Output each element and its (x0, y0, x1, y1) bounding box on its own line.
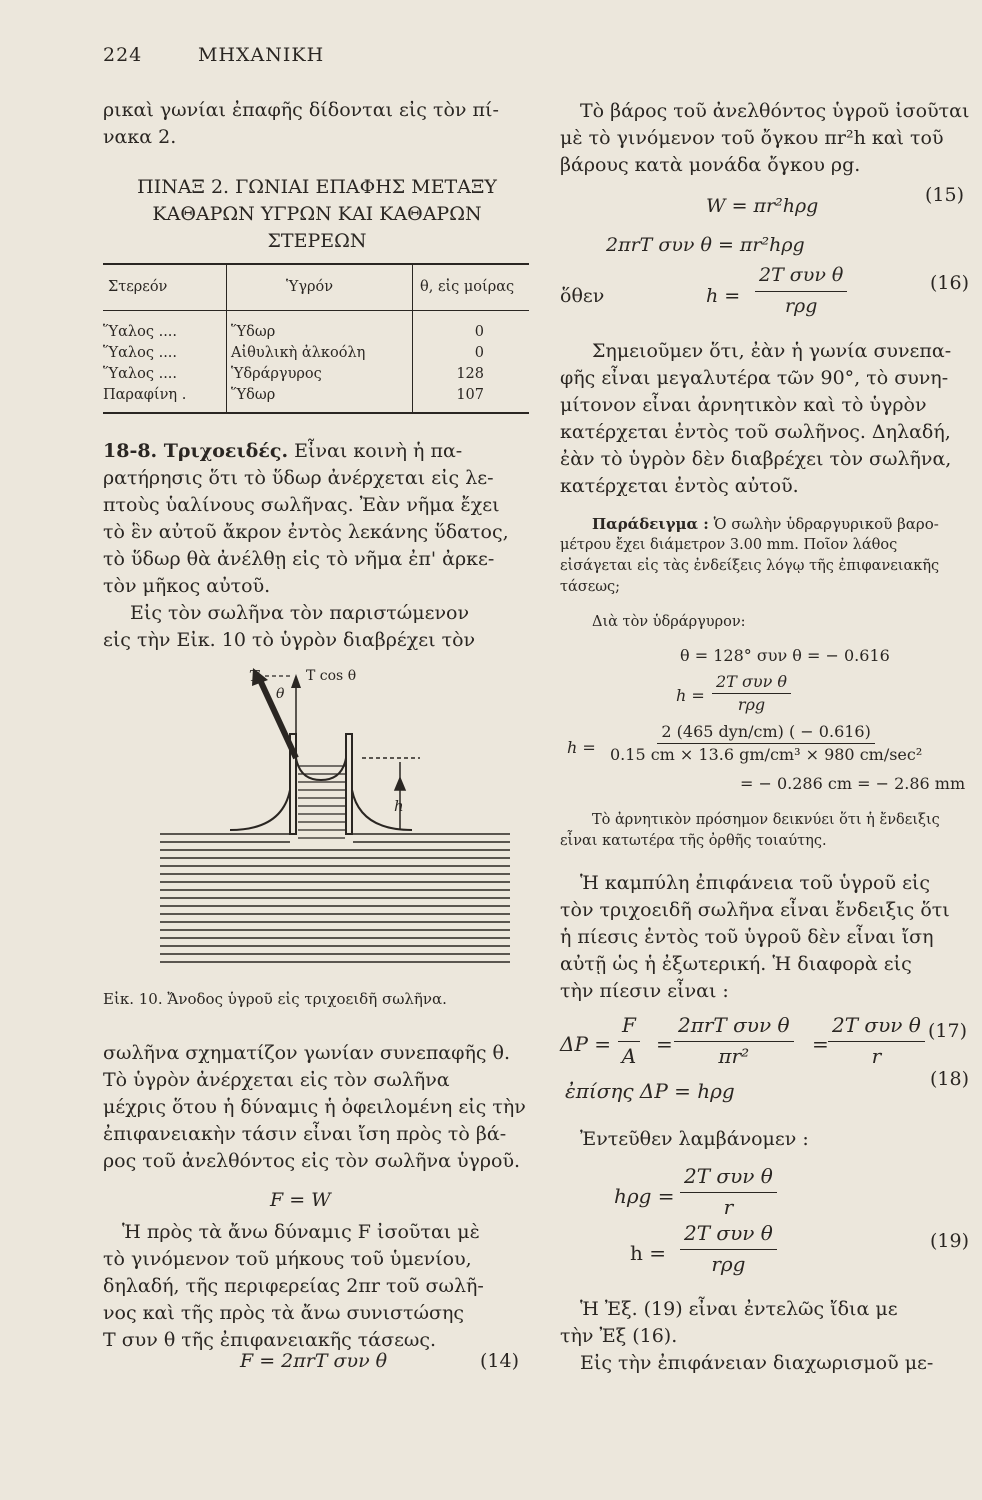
table-cell: 128 (456, 366, 484, 382)
table-cell: 0 (474, 324, 484, 340)
eq17-f2-numerator: 2πrT συν θ (674, 1012, 794, 1042)
table-cell: 0 (474, 345, 484, 361)
eq19-denominator: rρg (711, 1252, 746, 1276)
page-number: 224 (103, 44, 143, 66)
meniscus (296, 758, 346, 780)
odhen-label: ὅθεν (560, 285, 605, 307)
right-intro-line-2: μὲ τὸ γινόμενον τοῦ ὄγκου πr²h καὶ τοῦ (560, 127, 944, 149)
eq17-lhs: ΔP = (560, 1032, 612, 1056)
table-header-liquid: Ὑγρόν (286, 279, 334, 295)
note-line-5: ἐὰν τὸ ὑγρὸν δὲν διαβρέχει τὸν σωλῆνα, (560, 448, 952, 470)
table-header-solid: Στερεόν (108, 279, 168, 295)
right-intro-line-3: βάρους κατὰ μονάδα ὄγκου ρg. (560, 154, 861, 176)
eq17-f1-denominator: A (621, 1044, 637, 1068)
section-line-3: πτοὺς ὑαλίνους σωλῆνας. Ἐὰν νῆμα ἔχει (103, 494, 500, 516)
example-eq-4: = − 0.286 cm = − 2.86 mm (740, 774, 966, 793)
eq17-f1-numerator: F (618, 1012, 640, 1042)
eq17-f2-denominator: πr² (718, 1044, 750, 1068)
table-title-line-2: ΚΑΘΑΡΩΝ ΥΓΡΩΝ ΚΑΙ ΚΑΘΑΡΩΝ (152, 203, 482, 225)
final-line-3: Εἰς τὴν ἐπιφάνειαν διαχωρισμοῦ με- (580, 1352, 934, 1374)
note-line-2: φῆς εἶναι μεγαλυτέρα τῶν 90°, τὸ συνη- (560, 367, 949, 389)
section-line-6: τὸν μῆκος αὐτοῦ. (103, 575, 271, 597)
tube-liquid (298, 766, 345, 838)
example-label: Παράδειγμα : (592, 515, 709, 533)
section-line-1: Εἶναι κοινὴ ἡ πα- (294, 440, 463, 462)
eq17-f3-numerator: 2T συν θ (828, 1012, 925, 1042)
eq17-fraction-1 (618, 1012, 640, 1070)
table-cell: Ὕδωρ (231, 387, 276, 403)
para-line-5: T συν θ τῆς ἐπιφανειακῆς τάσεως. (103, 1329, 437, 1351)
final-line-2: τὴν Ἐξ (16). (560, 1325, 678, 1347)
para-line-4: νος καὶ τῆς πρὸς τὰ ἄνω συνιστώσης (103, 1302, 464, 1324)
eq16-numerator: 2T συν θ (755, 262, 847, 292)
table-cell: Ὕαλος .... (103, 345, 178, 361)
equation-14: F = 2πrT συν θ (240, 1350, 388, 1372)
section-line-5: τὸ ὕδωρ θὰ ἀνέλθῃ εἰς τὸ νῆμα ἐπ' ἀρκε- (103, 548, 495, 570)
equation-17-number: (17) (928, 1020, 968, 1042)
section-line-7: Εἰς τὸν σωλῆνα τὸν παριστώμενον (130, 602, 470, 624)
curve-line-5: τὴν πίεσιν εἶναι : (560, 980, 729, 1002)
equation-15-number: (15) (925, 184, 965, 206)
figure-caption: Εἰκ. 10. Ἄνοδος ὑγροῦ εἰς τριχοειδῆ σωλῆνα. (103, 990, 447, 1008)
running-title: ΜΗΧΑΝΙΚΗ (198, 44, 325, 66)
after-fig-line-4: ἐπιφανειακὴν τάσιν εἶναι ἴση πρὸς τὸ βά- (103, 1123, 507, 1145)
entefthen-line: Ἐντεῦθεν λαμβάνομεν : (580, 1128, 809, 1150)
equation-F-W: F = W (270, 1189, 331, 1211)
left-intro-line-1: ρικαὶ γωνίαι ἐπαφῆς δίδονται εἰς τὸν πί- (103, 99, 499, 121)
example-eq-1: θ = 128° συν θ = − 0.616 (680, 646, 890, 665)
equation-15b: 2πrT συν θ = πr²hρg (606, 234, 805, 256)
eq17-f3-denominator: r (871, 1044, 882, 1068)
label-h: h (394, 797, 404, 815)
table-cell: Ὕαλος .... (103, 366, 178, 382)
right-intro-line-1: Τὸ βάρος τοῦ ἀνελθόντος ὑγροῦ ἰσοῦται (580, 100, 970, 122)
para-line-2: τὸ γινόμενον τοῦ μήκους τοῦ ὑμενίου, (103, 1248, 472, 1270)
curve-line-1: Ἡ καμπύλη ἐπιφάνεια τοῦ ὑγροῦ εἰς (580, 872, 931, 894)
left-intro-line-2: νακα 2. (103, 126, 177, 148)
table-cell: Αἰθυλικὴ ἀλκοόλη (231, 345, 366, 361)
example-line-2: μέτρου ἔχει διάμετρον 3.00 mm. Ποῖον λάθος (560, 537, 898, 553)
eqA-numerator: 2T συν θ (680, 1163, 777, 1193)
example-eq-2-fraction (712, 672, 791, 714)
mercury-label: Διὰ τὸν ὑδράργυρον: (592, 614, 746, 630)
table-cell: 107 (456, 387, 484, 403)
example-line-4: τάσεως; (560, 579, 621, 595)
after-fig-line-3: μέχρις ὅτου ἡ δύναμις ἡ ὀφειλομένη εἰς τὴν (103, 1096, 526, 1118)
example-eq-2-lhs: h = (676, 686, 705, 705)
curve-line-2: τὸν τριχοειδῆ σωλῆνα εἶναι ἔνδειξις ὅτι (560, 899, 950, 921)
para-line-3: δηλαδή, τῆς περιφερείας 2πr τοῦ σωλῆ- (103, 1275, 484, 1297)
final-line-1: Ἡ Ἐξ. (19) εἶναι ἐντελῶς ἴδια με (580, 1298, 898, 1320)
eq19-numerator: 2T συν θ (680, 1220, 777, 1250)
example-line-3: εἰσάγεται εἰς τὰς ἐνδείξεις λόγῳ τῆς ἐπιφανειακῆς (560, 558, 940, 574)
curve-line-4: αὐτῇ ὡς ἡ ἐξωτερική. Ἡ διαφορὰ εἰς (560, 953, 912, 975)
outer-meniscus-left (230, 790, 290, 830)
equation-14-number: (14) (480, 1350, 520, 1372)
note-line-6: κατέρχεται ἐντὸς αὐτοῦ. (560, 475, 799, 497)
table-title-line-1: ΠΙΝΑΞ 2. ΓΩΝΙΑΙ ΕΠΑΦΗΣ ΜΕΤΑΞΥ (137, 176, 497, 198)
example-eq-3-fraction (610, 722, 922, 764)
section-line-2: ρατήρησις ὅτι τὸ ὕδωρ ἀνέρχεται εἰς λε- (103, 467, 494, 489)
section-line-4: τὸ ἓν αὐτοῦ ἄκρον ἐντὸς λεκάνης ὕδατος, (103, 521, 509, 543)
equation-15: W = πr²hρg (706, 195, 819, 217)
para-line-1: Ἡ πρὸς τὰ ἄνω δύναμις F ἰσοῦται μὲ (122, 1221, 480, 1243)
capillary-figure (150, 662, 540, 992)
equation-18-number: (18) (930, 1068, 970, 1090)
example-eq-3-denominator: 0.15 cm × 13.6 gm/cm³ × 980 cm/sec² (610, 745, 923, 764)
equation-16-number: (16) (930, 272, 970, 294)
eqA-fraction (680, 1163, 777, 1221)
equation-18: ἐπίσης ΔP = hρg (565, 1079, 735, 1103)
example-line-1: Ὁ σωλὴν ὑδραργυρικοῦ βαρο- (713, 515, 939, 533)
eq17-fraction-3 (828, 1012, 925, 1070)
section-heading: 18-8. Τριχοειδές. (103, 440, 289, 462)
after-fig-line-5: ρος τοῦ ἀνελθόντος εἰς τὸν σωλῆνα ὑγροῦ. (103, 1150, 521, 1172)
eq17-equals: = (656, 1032, 673, 1056)
tension-arrows (252, 668, 301, 758)
eq19-fraction (680, 1220, 777, 1278)
eq16-denominator: rρg (784, 295, 818, 317)
capillary-tube (290, 734, 352, 834)
basin-water (160, 834, 510, 962)
label-T: T (249, 667, 260, 685)
neg-note-line-2: εἶναι κατωτέρα τῆς ὀρθῆς τοιαύτης. (560, 833, 827, 849)
eqA-lhs: hρg = (614, 1184, 675, 1208)
eq16-fraction (755, 262, 847, 320)
example-eq-2-denominator: rρg (737, 695, 766, 714)
curve-line-3: ἡ πίεσις ἐντὸς τοῦ ὑγροῦ δὲν εἶναι ἴση (560, 926, 934, 948)
after-fig-line-1: σωλῆνα σχηματίζον γωνίαν συνεπαφῆς θ. (103, 1042, 510, 1064)
label-theta: θ (276, 686, 285, 702)
table-title-line-3: ΣΤΕΡΕΩΝ (267, 230, 367, 252)
note-line-3: μίτονον εἶναι ἀρνητικὸν καὶ τὸ ὑγρὸν (560, 394, 927, 416)
table-cell: Παραφίνη . (103, 387, 187, 403)
eq16-lhs: h = (706, 285, 741, 307)
table-cell: Ὕαλος .... (103, 324, 178, 340)
eqA-denominator: r (723, 1195, 734, 1219)
example-eq-3-lhs: h = (567, 738, 596, 757)
neg-note-line-1: Τὸ ἀρνητικὸν πρόσημον δεικνύει ὅτι ἡ ἔνδειξις (592, 812, 940, 828)
table-cell: Ὕδωρ (231, 324, 276, 340)
table-header-angle: θ, εἰς μοίρας (420, 279, 515, 295)
example-eq-2-numerator: 2T συν θ (712, 672, 791, 694)
note-line-4: κατέρχεται ἐντὸς τοῦ σωλῆνος. Δηλαδή, (560, 421, 951, 443)
label-Tcos: T cos θ (306, 668, 357, 684)
eq19-lhs: h = (630, 1241, 666, 1265)
eq17-fraction-2 (674, 1012, 794, 1070)
after-fig-line-2: Τὸ ὑγρὸν ἀνέρχεται εἰς τὸν σωλῆνα (103, 1069, 450, 1091)
example-eq-3-numerator: 2 (465 dyn/cm) ( − 0.616) (657, 722, 874, 744)
section-line-8: εἰς τὴν Εἰκ. 10 τὸ ὑγρὸν διαβρέχει τὸν (103, 629, 476, 651)
eq17-equals-2: = (812, 1032, 829, 1056)
equation-19-number: (19) (930, 1230, 970, 1252)
table-cell: Ὑδράργυρος (231, 366, 322, 382)
note-line-1: Σημειοῦμεν ὅτι, ἐὰν ἡ γωνία συνεπα- (592, 340, 952, 362)
